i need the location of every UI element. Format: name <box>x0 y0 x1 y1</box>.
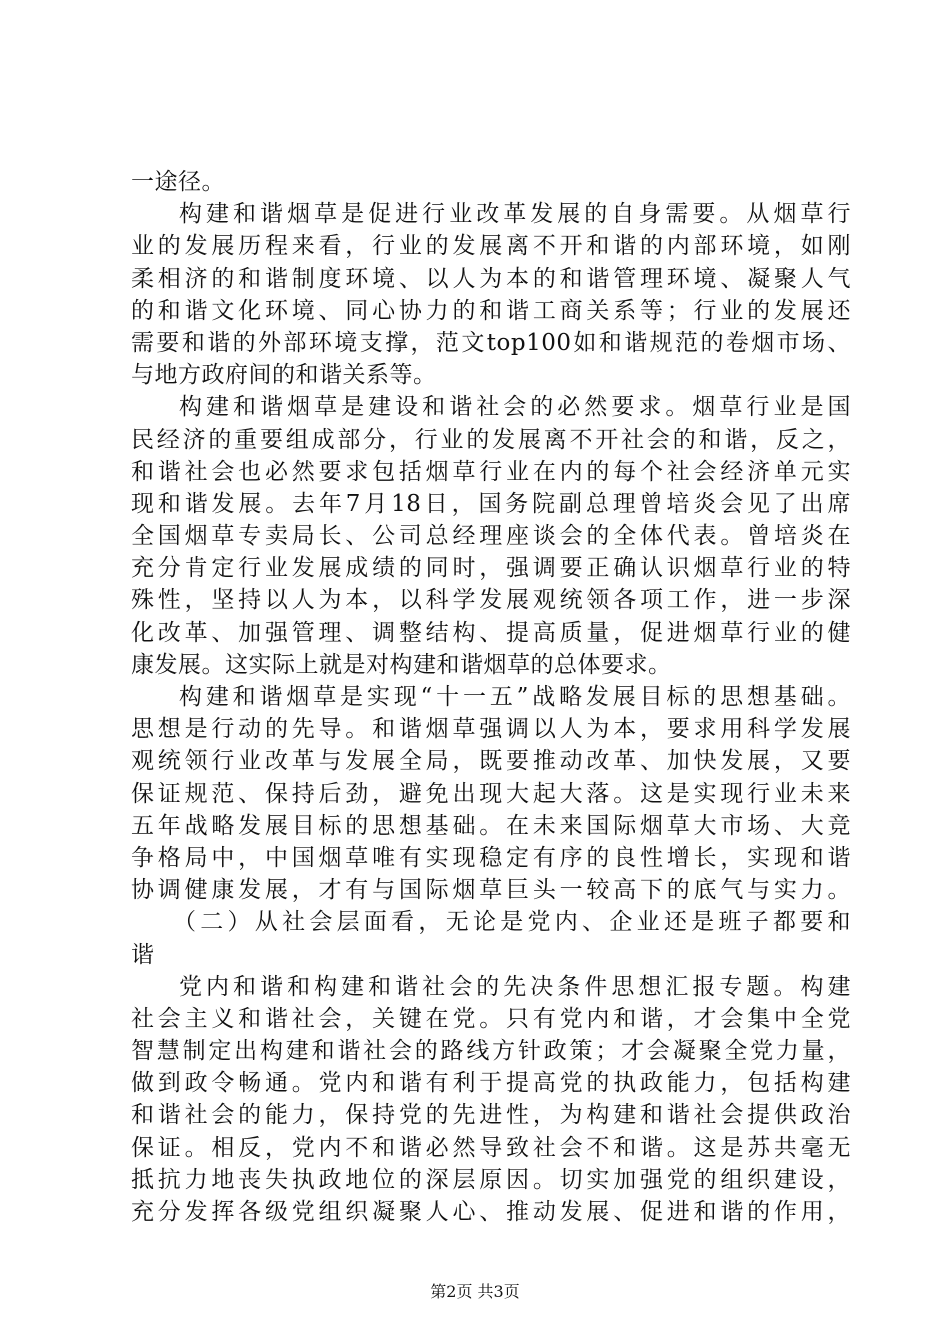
text-line: （二）从社会层面看，无论是党内、企业还是班子都要和 <box>173 909 851 936</box>
text-line: 保证规范、保持后劲，避免出现大起大落。这是实现行业未来 <box>131 780 851 807</box>
text-line: 保证。相反，党内不和谐必然导致社会不和谐。这是苏共毫无 <box>131 1134 851 1161</box>
text-line: 社会主义和谐社会，关键在党。只有党内和谐，才会集中全党 <box>131 1005 851 1032</box>
text-line: 五年战略发展目标的思想基础。在未来国际烟草大市场、大竞 <box>131 812 851 839</box>
text-line: 做到政令畅通。党内和谐有利于提高党的执政能力，包括构建 <box>131 1070 851 1097</box>
text-line: 构建和谐烟草是实现“十一五”战略发展目标的思想基础。 <box>179 684 851 710</box>
text-line: 需要和谐的外部环境支撑，范文top100如和谐规范的卷烟市场、 <box>131 329 851 356</box>
text-line: 柔相济的和谐制度环境、以人为本的和谐管理环境、凝聚人气 <box>131 265 851 292</box>
text-line: 党内和谐和构建和谐社会的先决条件思想汇报专题。构建 <box>179 973 851 1000</box>
text-line: 现和谐发展。去年7月18日，国务院副总理曾培炎会见了出席 <box>131 490 851 517</box>
text-line: 抵抗力地丧失执政地位的深层原因。切实加强党的组织建设， <box>131 1166 851 1193</box>
text-line: 协调健康发展，才有与国际烟草巨头一较高下的底气与实力。 <box>131 877 851 904</box>
text-line: 一途径。 <box>131 169 225 195</box>
text-line: 民经济的重要组成部分，行业的发展离不开社会的和谐，反之， <box>131 426 851 453</box>
text-line: 和谐社会也必然要求包括烟草行业在内的每个社会经济单元实 <box>131 458 851 485</box>
document-body <box>131 166 851 1228</box>
text-line: 争格局中，中国烟草唯有实现稳定有序的良性增长，实现和谐 <box>131 844 851 871</box>
text-line: 充分肯定行业发展成绩的同时，强调要正确认识烟草行业的特 <box>131 555 851 582</box>
text-line: 业的发展历程来看，行业的发展离不开和谐的内部环境，如刚 <box>131 233 851 260</box>
text-line: 构建和谐烟草是建设和谐社会的必然要求。烟草行业是国 <box>179 394 851 421</box>
text-line: 观统领行业改革与发展全局，既要推动改革、加快发展，又要 <box>131 748 851 775</box>
text-line: 和谐社会的能力，保持党的先进性，为构建和谐社会提供政治 <box>131 1102 851 1129</box>
text-line: 康发展。这实际上就是对构建和谐烟草的总体要求。 <box>131 651 672 678</box>
text-line: 全国烟草专卖局长、公司总经理座谈会的全体代表。曾培炎在 <box>131 523 851 550</box>
text-line: 智慧制定出构建和谐社会的路线方针政策；才会凝聚全党力量， <box>131 1038 851 1065</box>
text-line: 充分发挥各级党组织凝聚人心、推动发展、促进和谐的作用， <box>131 1199 851 1225</box>
text-line: 谐 <box>131 941 155 968</box>
page-footer: 第2页 共3页 <box>430 1282 520 1301</box>
text-line: 殊性，坚持以人为本，以科学发展观统领各项工作，进一步深 <box>131 587 851 614</box>
text-line: 思想是行动的先导。和谐烟草强调以人为本，要求用科学发展 <box>131 716 851 743</box>
text-line: 构建和谐烟草是促进行业改革发展的自身需要。从烟草行 <box>179 201 851 228</box>
text-line: 化改革、加强管理、调整结构、提高质量，促进烟草行业的健 <box>131 619 851 646</box>
text-line: 与地方政府间的和谐关系等。 <box>131 362 437 389</box>
text-line: 的和谐文化环境、同心协力的和谐工商关系等；行业的发展还 <box>131 297 851 324</box>
